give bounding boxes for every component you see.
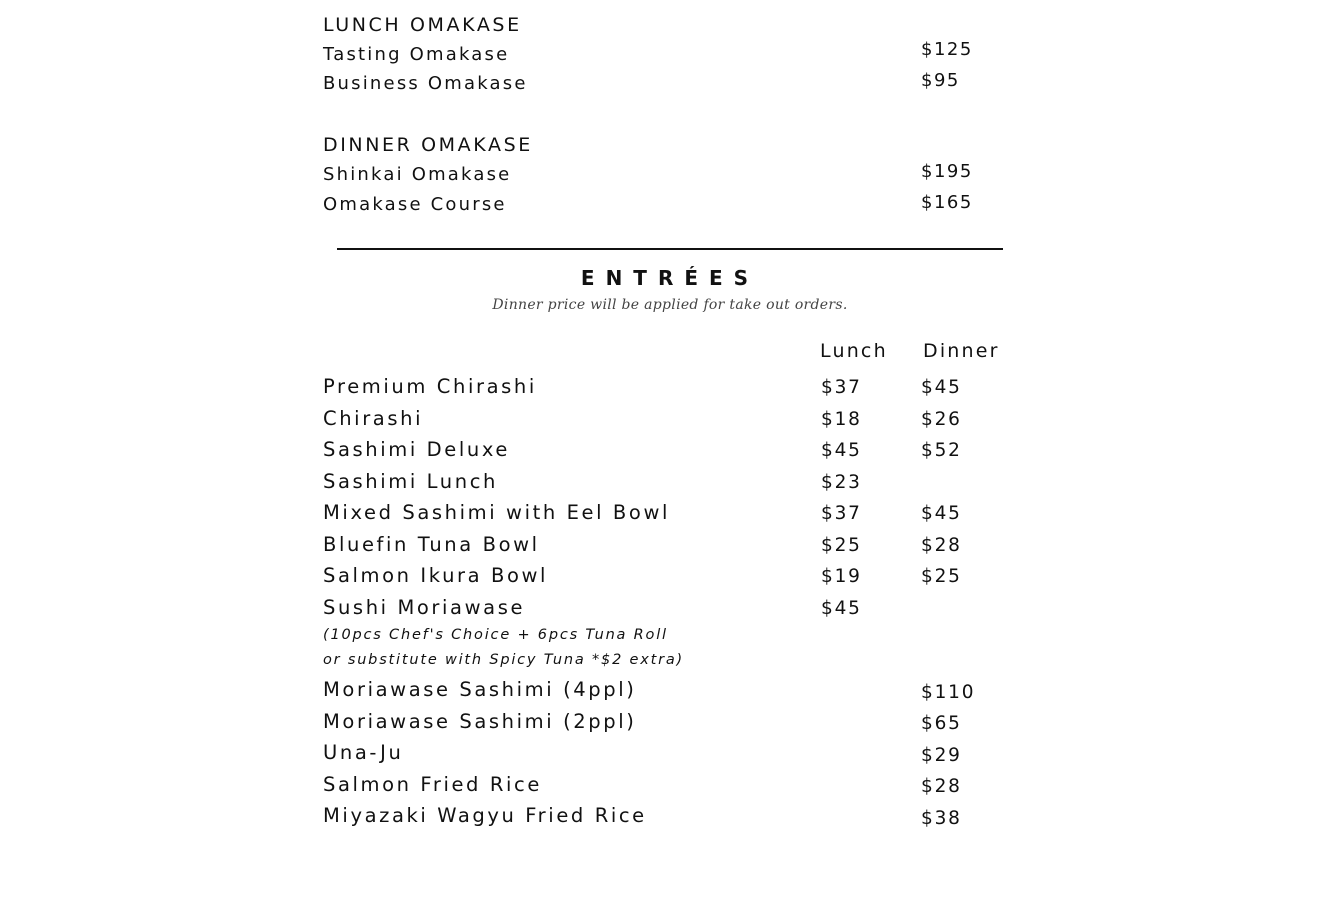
entree-dinner-price: $52 bbox=[921, 440, 962, 461]
entree-name: Premium Chirashi bbox=[323, 375, 537, 398]
entree-dinner-price: $29 bbox=[921, 745, 962, 766]
menu-item-name: Tasting Omakase bbox=[323, 44, 510, 65]
menu-item-price: $125 bbox=[921, 39, 973, 60]
entree-dinner-price: $65 bbox=[921, 713, 962, 734]
entree-lunch-price: $19 bbox=[821, 566, 862, 587]
entree-name: Sushi Moriawase bbox=[323, 596, 526, 619]
entree-name: Mixed Sashimi with Eel Bowl bbox=[323, 501, 671, 524]
menu-item-name: Shinkai Omakase bbox=[323, 164, 512, 185]
entree-name: Chirashi bbox=[323, 407, 424, 430]
entrees-heading: ENTRÉES bbox=[580, 266, 760, 290]
menu-item-name: Omakase Course bbox=[323, 194, 507, 215]
dinner-column-header: Dinner bbox=[923, 340, 1000, 362]
entree-lunch-price: $37 bbox=[821, 377, 862, 398]
entree-dinner-price: $25 bbox=[921, 566, 962, 587]
entree-lunch-price: $25 bbox=[821, 535, 862, 556]
menu-item-name: Business Omakase bbox=[323, 73, 528, 94]
entree-name: Moriawase Sashimi (2ppl) bbox=[323, 710, 637, 733]
entree-dinner-price: $45 bbox=[921, 377, 962, 398]
entree-dinner-price: $38 bbox=[921, 808, 962, 829]
entrees-note: Dinner price will be applied for take out orders. bbox=[492, 297, 848, 313]
dinner-omakase-heading: DINNER OMAKASE bbox=[323, 134, 533, 156]
entree-name: Salmon Ikura Bowl bbox=[323, 564, 549, 587]
menu-item-price: $165 bbox=[921, 192, 973, 213]
entree-name: Moriawase Sashimi (4ppl) bbox=[323, 678, 637, 701]
entree-name: Sashimi Lunch bbox=[323, 470, 498, 493]
menu-item-price: $195 bbox=[921, 161, 973, 182]
menu-item-price: $95 bbox=[921, 70, 960, 91]
entree-dinner-price: $110 bbox=[921, 682, 976, 703]
entree-lunch-price: $18 bbox=[821, 409, 862, 430]
entree-dinner-price: $28 bbox=[921, 535, 962, 556]
entree-description: or substitute with Spicy Tuna *$2 extra) bbox=[323, 652, 684, 668]
entree-name: Miyazaki Wagyu Fried Rice bbox=[323, 804, 647, 827]
entree-lunch-price: $45 bbox=[821, 440, 862, 461]
lunch-column-header: Lunch bbox=[820, 340, 888, 362]
entree-lunch-price: $45 bbox=[821, 598, 862, 619]
entree-dinner-price: $28 bbox=[921, 776, 962, 797]
entree-name: Una-Ju bbox=[323, 741, 404, 764]
entree-name: Sashimi Deluxe bbox=[323, 438, 511, 461]
entree-name: Salmon Fried Rice bbox=[323, 773, 542, 796]
entree-lunch-price: $37 bbox=[821, 503, 862, 524]
entree-dinner-price: $26 bbox=[921, 409, 962, 430]
section-divider bbox=[337, 248, 1003, 250]
entree-dinner-price: $45 bbox=[921, 503, 962, 524]
entree-lunch-price: $23 bbox=[821, 472, 862, 493]
entree-name: Bluefin Tuna Bowl bbox=[323, 533, 540, 556]
entree-description: (10pcs Chef's Choice + 6pcs Tuna Roll bbox=[323, 627, 668, 643]
lunch-omakase-heading: LUNCH OMAKASE bbox=[323, 14, 522, 36]
